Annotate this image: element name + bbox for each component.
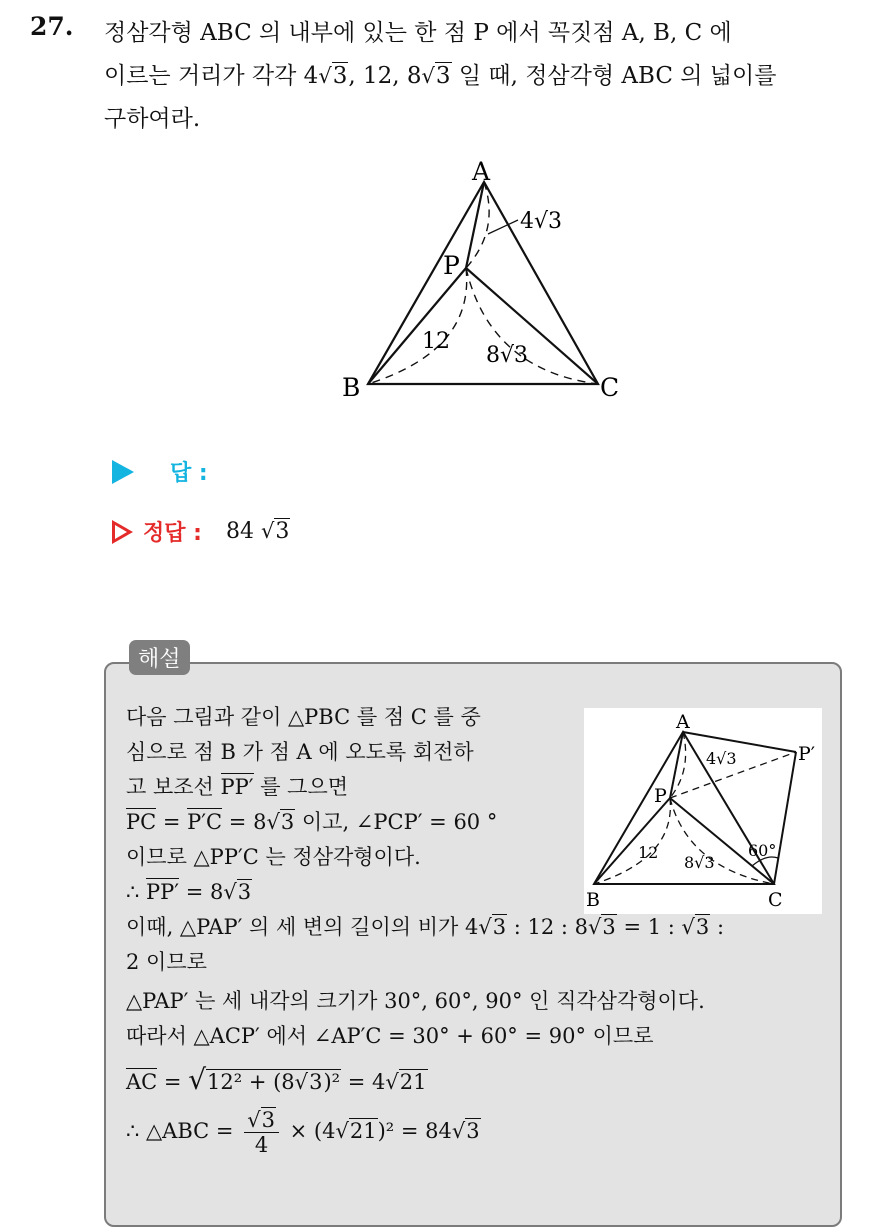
correct-label: 정답 : <box>143 521 202 546</box>
text: 를 그으면 <box>253 775 349 799</box>
text: : <box>710 915 725 939</box>
outline-triangle-icon <box>112 520 133 544</box>
length-pb: 12 <box>638 843 659 862</box>
length-pc: 8√3 <box>486 343 529 368</box>
explanation-line: 다음 그림과 같이 △PBC 를 점 C 를 중 <box>126 705 481 729</box>
angle-60: 60° <box>748 841 777 860</box>
radicand: 3 <box>435 63 451 89</box>
segment-pa <box>466 182 484 268</box>
text: × (4 <box>282 1119 336 1143</box>
denominator: 4 <box>254 1133 269 1157</box>
explanation-line: 2 이므로 <box>126 950 207 974</box>
text: ∴ △ABC = <box>126 1119 241 1143</box>
explanation-line <box>126 875 831 910</box>
text: )² = 84 <box>377 1119 452 1143</box>
radicand: 3 <box>695 915 710 939</box>
sqrt-3: √3 <box>294 1070 323 1094</box>
text: ∴ <box>126 880 147 904</box>
radicand: 3 <box>492 915 507 939</box>
text: 이때, △PAP′ 의 세 변의 길이의 비가 4 <box>126 915 479 939</box>
explanation-line <box>126 770 831 805</box>
problem-number: 27. <box>30 12 74 41</box>
numerator <box>244 1108 279 1133</box>
text: = 8 <box>222 810 267 834</box>
radicand: 3 <box>237 880 252 904</box>
segment-p-prime-c: P′C <box>187 810 223 834</box>
sqrt-3: √3 <box>588 915 616 939</box>
sqrt-3: √3 <box>478 915 507 939</box>
problem-text: 이르는 거리가 각각 4 <box>104 63 319 89</box>
sqrt-3: √3 <box>260 519 290 544</box>
fraction <box>244 1108 279 1157</box>
text: = 8 <box>179 880 224 904</box>
segment-pp-prime: PP′ <box>146 880 180 904</box>
problem-text: , 12, 8 <box>348 63 422 89</box>
sqrt-3: √3 <box>451 1119 480 1143</box>
segment-pb <box>368 268 466 384</box>
radicand: 3 <box>261 1108 275 1132</box>
text: 고 보조선 <box>126 775 221 799</box>
radicand: 3 <box>332 63 348 89</box>
sqrt-3: √3 <box>421 63 451 89</box>
sqrt-3: √3 <box>318 63 348 89</box>
label-a: A <box>472 157 491 186</box>
sqrt-3: √3 <box>681 915 710 939</box>
sqrt-21: √21 <box>385 1070 427 1094</box>
label-p: P <box>654 785 667 807</box>
explanation-line: 심으로 점 B 가 점 A 에 오도록 회전하 <box>126 740 474 764</box>
radicand: 3 <box>309 1070 323 1094</box>
correct-answer-row <box>112 516 290 547</box>
label-b: B <box>586 889 600 911</box>
problem-line-1: 정삼각형 ABC 의 내부에 있는 한 점 P 에서 꼭짓점 A, B, C 에 <box>104 20 732 46</box>
label-a: A <box>676 711 690 733</box>
play-icon <box>112 460 134 484</box>
answer-row <box>112 456 208 487</box>
answer-label: 답 : <box>170 461 208 486</box>
sqrt-3: √3 <box>247 1108 275 1132</box>
pointer-line <box>488 220 518 234</box>
text: = 1 : <box>616 915 682 939</box>
label-c: C <box>768 889 783 911</box>
explanation-line <box>126 1062 831 1100</box>
radicand: 3 <box>275 519 290 544</box>
explanation-line: 따라서 △ACP′ 에서 ∠AP′C = 30° + 60° = 90° 이므로 <box>126 1024 654 1048</box>
explanation-line <box>126 910 831 945</box>
radicand: )² <box>323 1070 341 1094</box>
explanation-line <box>126 805 831 840</box>
explanation-line: 이므로 △PP′C 는 정삼각형이다. <box>126 845 421 869</box>
sqrt-21: √21 <box>335 1119 377 1143</box>
explanation-line: △PAP′ 는 세 내각의 크기가 30°, 60°, 90° 인 직각삼각형이다. <box>126 989 705 1013</box>
radicand: 3 <box>280 810 295 834</box>
radicand: 21 <box>399 1070 427 1094</box>
radicand: 3 <box>466 1119 480 1143</box>
length-pb: 12 <box>422 329 450 354</box>
problem-line-2 <box>104 55 864 98</box>
label-p-prime: P′ <box>798 743 816 765</box>
problem-statement <box>104 12 864 141</box>
segment-pp-prime: PP′ <box>220 775 254 799</box>
label-c: C <box>600 373 620 402</box>
radicand: 21 <box>349 1119 377 1143</box>
length-pa: 4√3 <box>520 209 563 234</box>
length-pc: 8√3 <box>684 853 715 872</box>
sqrt-3: √3 <box>266 810 295 834</box>
label-p: P <box>443 251 460 280</box>
explanation-text <box>126 700 831 1157</box>
segment-pc: PC <box>126 810 157 834</box>
length-pa: 4√3 <box>706 749 737 768</box>
text: : 12 : 8 <box>507 915 589 939</box>
text: = <box>156 810 188 834</box>
explanation-tag: 해설 <box>129 640 190 675</box>
sqrt-big: √12² + (8√3)² <box>188 1063 341 1096</box>
triangle-figure <box>330 150 630 410</box>
text: = 4 <box>341 1070 386 1094</box>
explanation-line <box>126 1108 831 1157</box>
label-b: B <box>342 373 361 402</box>
segment-ac: AC <box>126 1070 158 1094</box>
text: = <box>157 1070 189 1094</box>
sqrt-3: √3 <box>223 880 252 904</box>
problem-text: 일 때, 정삼각형 ABC 의 넓이를 <box>451 63 777 89</box>
value-number: 84 <box>225 519 254 544</box>
text: 이고, ∠PCP′ = 60 ° <box>295 810 498 834</box>
radicand: 12² + (8 <box>207 1070 295 1094</box>
radicand: 3 <box>602 915 616 939</box>
problem-line-3: 구하여라. <box>104 106 201 132</box>
correct-value <box>226 519 290 544</box>
